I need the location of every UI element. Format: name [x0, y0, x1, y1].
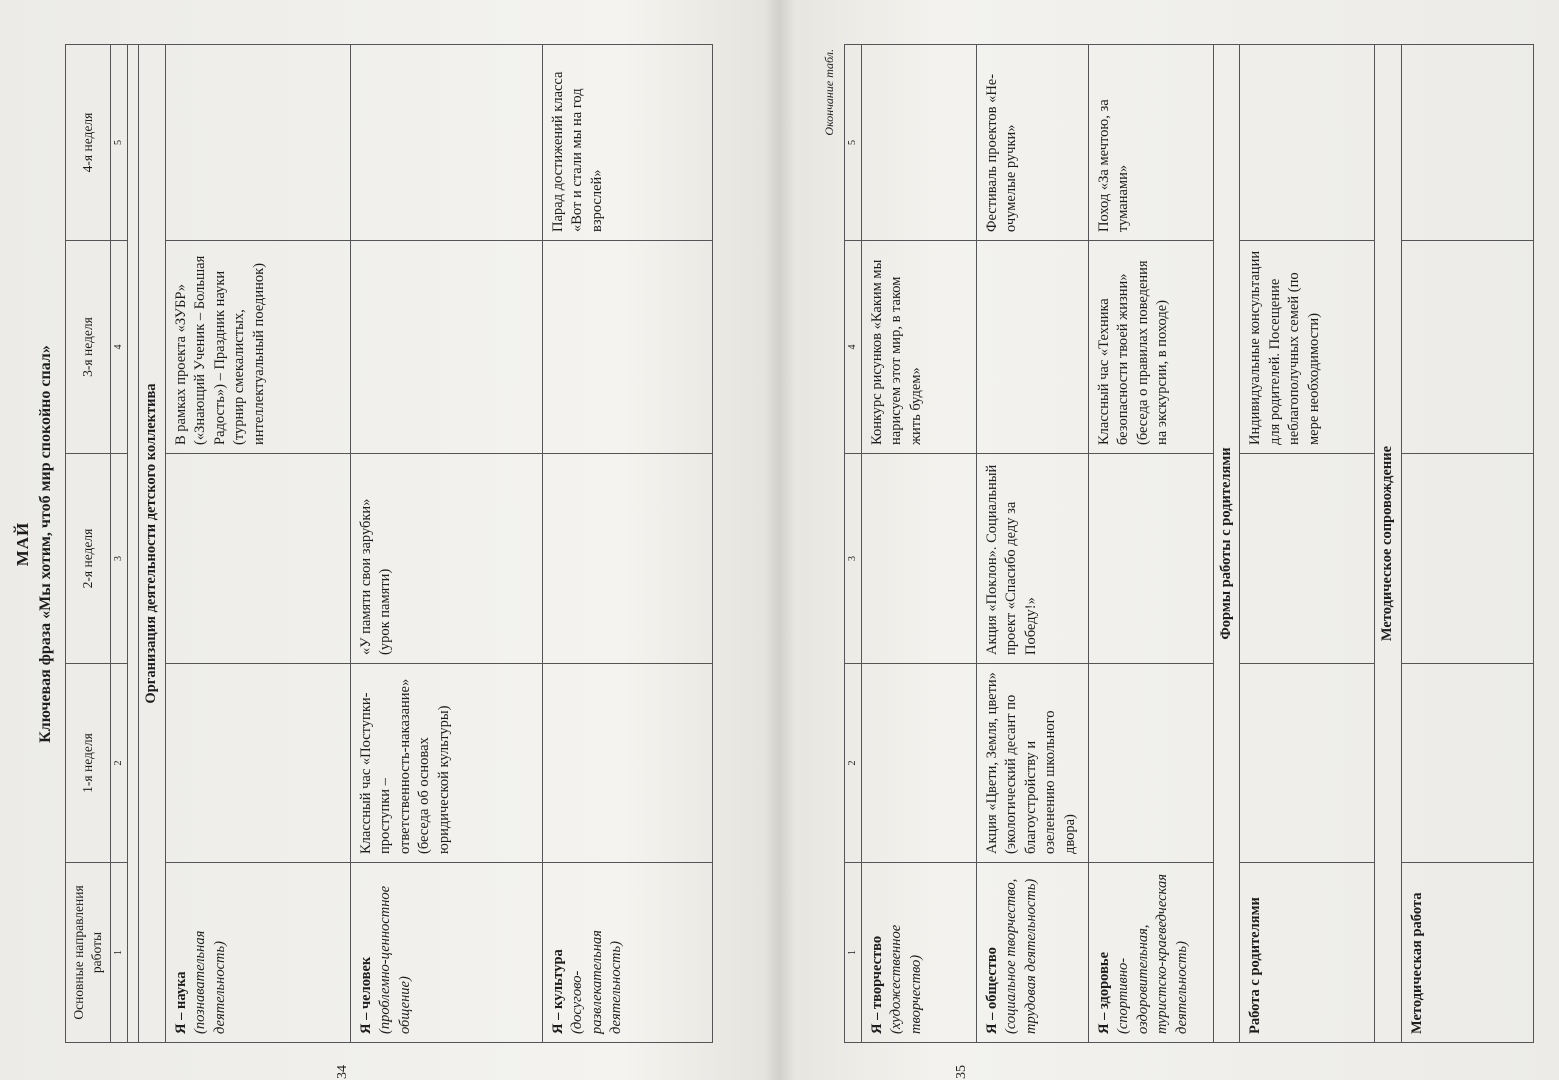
- col-number: 5: [845, 45, 862, 241]
- week2-cell: [1088, 454, 1213, 664]
- direction-title: Я – человек: [357, 956, 374, 1034]
- column-number-row: [111, 45, 128, 1043]
- week4-cell: [1401, 45, 1533, 241]
- week4-cell: [165, 45, 350, 241]
- col-number: 4: [111, 241, 128, 454]
- week2-cell: [165, 454, 350, 664]
- direction-cell: [976, 863, 1088, 1043]
- col-head-week3: 3-я неделя: [66, 241, 111, 454]
- table-row: [861, 45, 976, 1043]
- week4-cell: [861, 45, 976, 241]
- table-row: [350, 45, 542, 1043]
- week3-cell: [1401, 241, 1533, 454]
- direction-title: Я – наука: [172, 971, 189, 1034]
- week1-cell: [165, 664, 350, 863]
- week4-cell: [350, 45, 542, 241]
- plan-table-continued: [844, 44, 1534, 1043]
- table-row: [1240, 45, 1375, 1043]
- week2-cell: [1401, 454, 1533, 664]
- col-number: 4: [845, 241, 862, 454]
- direction-subtitle: (спортивно-оздоровительная, туристско-краеведческая деятельность): [1115, 874, 1190, 1034]
- week4-cell: Фестиваль проектов «Не-очумелые ручки»: [976, 45, 1088, 241]
- month-heading: МАЙ: [13, 521, 32, 567]
- page-number: 35: [954, 1065, 969, 1079]
- table-row: [542, 45, 712, 1043]
- direction-title: Я – творчество: [868, 935, 885, 1034]
- week2-cell: «У памяти свои зарубки» (урок памяти): [350, 454, 542, 664]
- col-number: 2: [845, 664, 862, 863]
- spacer-row: [127, 45, 138, 1043]
- col-number: 2: [111, 664, 128, 863]
- week3-cell: [542, 241, 712, 454]
- table-row: [976, 45, 1088, 1043]
- col-number: 3: [111, 454, 128, 664]
- week1-cell: [542, 664, 712, 863]
- section-row: [1375, 45, 1402, 1043]
- col-number: 3: [845, 454, 862, 664]
- week1-cell: Классный час «Поступки-проступки – ответственность-наказание» (беседа об основах юридической культуры): [350, 664, 542, 863]
- direction-cell: [1240, 863, 1375, 1043]
- week3-cell: Классный час «Техника безопасности твоей жизни» (беседа о правилах поведения на экскурсии, в походе): [1088, 241, 1213, 454]
- continuation-note: Окончание табл.: [822, 49, 836, 136]
- direction-cell: [1088, 863, 1213, 1043]
- col-number: 1: [111, 863, 128, 1043]
- section-title: Формы работы с родителями: [1213, 45, 1240, 1043]
- col-head-week1: 1-я неделя: [66, 664, 111, 863]
- column-header-row: [66, 45, 111, 1043]
- week1-cell: [1088, 664, 1213, 863]
- direction-cell: [542, 863, 712, 1043]
- direction-subtitle: (художественное творчество): [888, 924, 924, 1034]
- week3-cell: [350, 241, 542, 454]
- direction-title: Методическая работа: [1408, 892, 1425, 1034]
- key-phrase: Ключевая фраза «Мы хотим, чтоб мир спокойно спал»: [37, 345, 54, 743]
- page-34: [13, 45, 770, 1079]
- table-row: [1088, 45, 1213, 1043]
- table-row: [1401, 45, 1533, 1043]
- plan-table: [65, 44, 713, 1043]
- page-number: 34: [335, 1065, 350, 1079]
- week2-cell: Акция «Поклон». Социальный проект «Спасибо деду за Победу!»: [976, 454, 1088, 664]
- direction-subtitle: (проблемно-ценностное общение): [377, 885, 413, 1034]
- section-title: Организация деятельности детского коллектива: [138, 45, 165, 1043]
- week4-cell: Парад достижений класса «Вот и стали мы на год взрослей»: [542, 45, 712, 241]
- week2-cell: [861, 454, 976, 664]
- week1-cell: [1240, 664, 1375, 863]
- week3-cell: [976, 241, 1088, 454]
- week3-cell: В рамках проекта «ЗУБР» («Знающий Ученик – Большая Радость») – Праздник науки (турнир смекалистых, интеллектуальный поединок): [165, 241, 350, 454]
- table-row: [165, 45, 350, 1043]
- col-head-week4: 4-я неделя: [66, 45, 111, 241]
- direction-subtitle: (социальное творчество, трудовая деятельность): [1003, 878, 1039, 1034]
- week1-cell: [861, 664, 976, 863]
- week4-cell: [1240, 45, 1375, 241]
- week2-cell: [1240, 454, 1375, 664]
- week1-cell: Акция «Цвети, Земля, цвети» (экологический десант по благоустройству и озеленению школьного двора): [976, 664, 1088, 863]
- week3-cell: Индивидуальные консультации для родителей. Посещение неблагополучных семей (по мере необходимости): [1240, 241, 1375, 454]
- section-row: [138, 45, 165, 1043]
- week1-cell: [1401, 664, 1533, 863]
- direction-title: Я – культура: [549, 949, 566, 1034]
- direction-title: Я – общество: [983, 947, 1000, 1034]
- column-number-row: [845, 45, 862, 1043]
- col-head-directions: Основные направления работы: [66, 863, 111, 1043]
- week4-cell: Поход «За мечтою, за туманами»: [1088, 45, 1213, 241]
- direction-title: Работа с родителями: [1247, 897, 1264, 1034]
- col-number: 5: [111, 45, 128, 241]
- col-number: 1: [845, 863, 862, 1043]
- direction-cell: [350, 863, 542, 1043]
- direction-cell: [165, 863, 350, 1043]
- week2-cell: [542, 454, 712, 664]
- direction-cell: [861, 863, 976, 1043]
- section-title: Методическое сопровождение: [1375, 45, 1402, 1043]
- direction-cell: [1401, 863, 1533, 1043]
- direction-subtitle: (досугово-развлекательная деятельность): [569, 930, 625, 1034]
- week3-cell: Конкурс рисунков «Каким мы нарисуем этот мир, в таком жить будем»: [861, 241, 976, 454]
- page-35: [822, 45, 1507, 1079]
- section-row: [1213, 45, 1240, 1043]
- direction-title: Я – здоровье: [1095, 951, 1112, 1034]
- direction-subtitle: (познавательная деятельность): [192, 930, 228, 1034]
- col-head-week2: 2-я неделя: [66, 454, 111, 664]
